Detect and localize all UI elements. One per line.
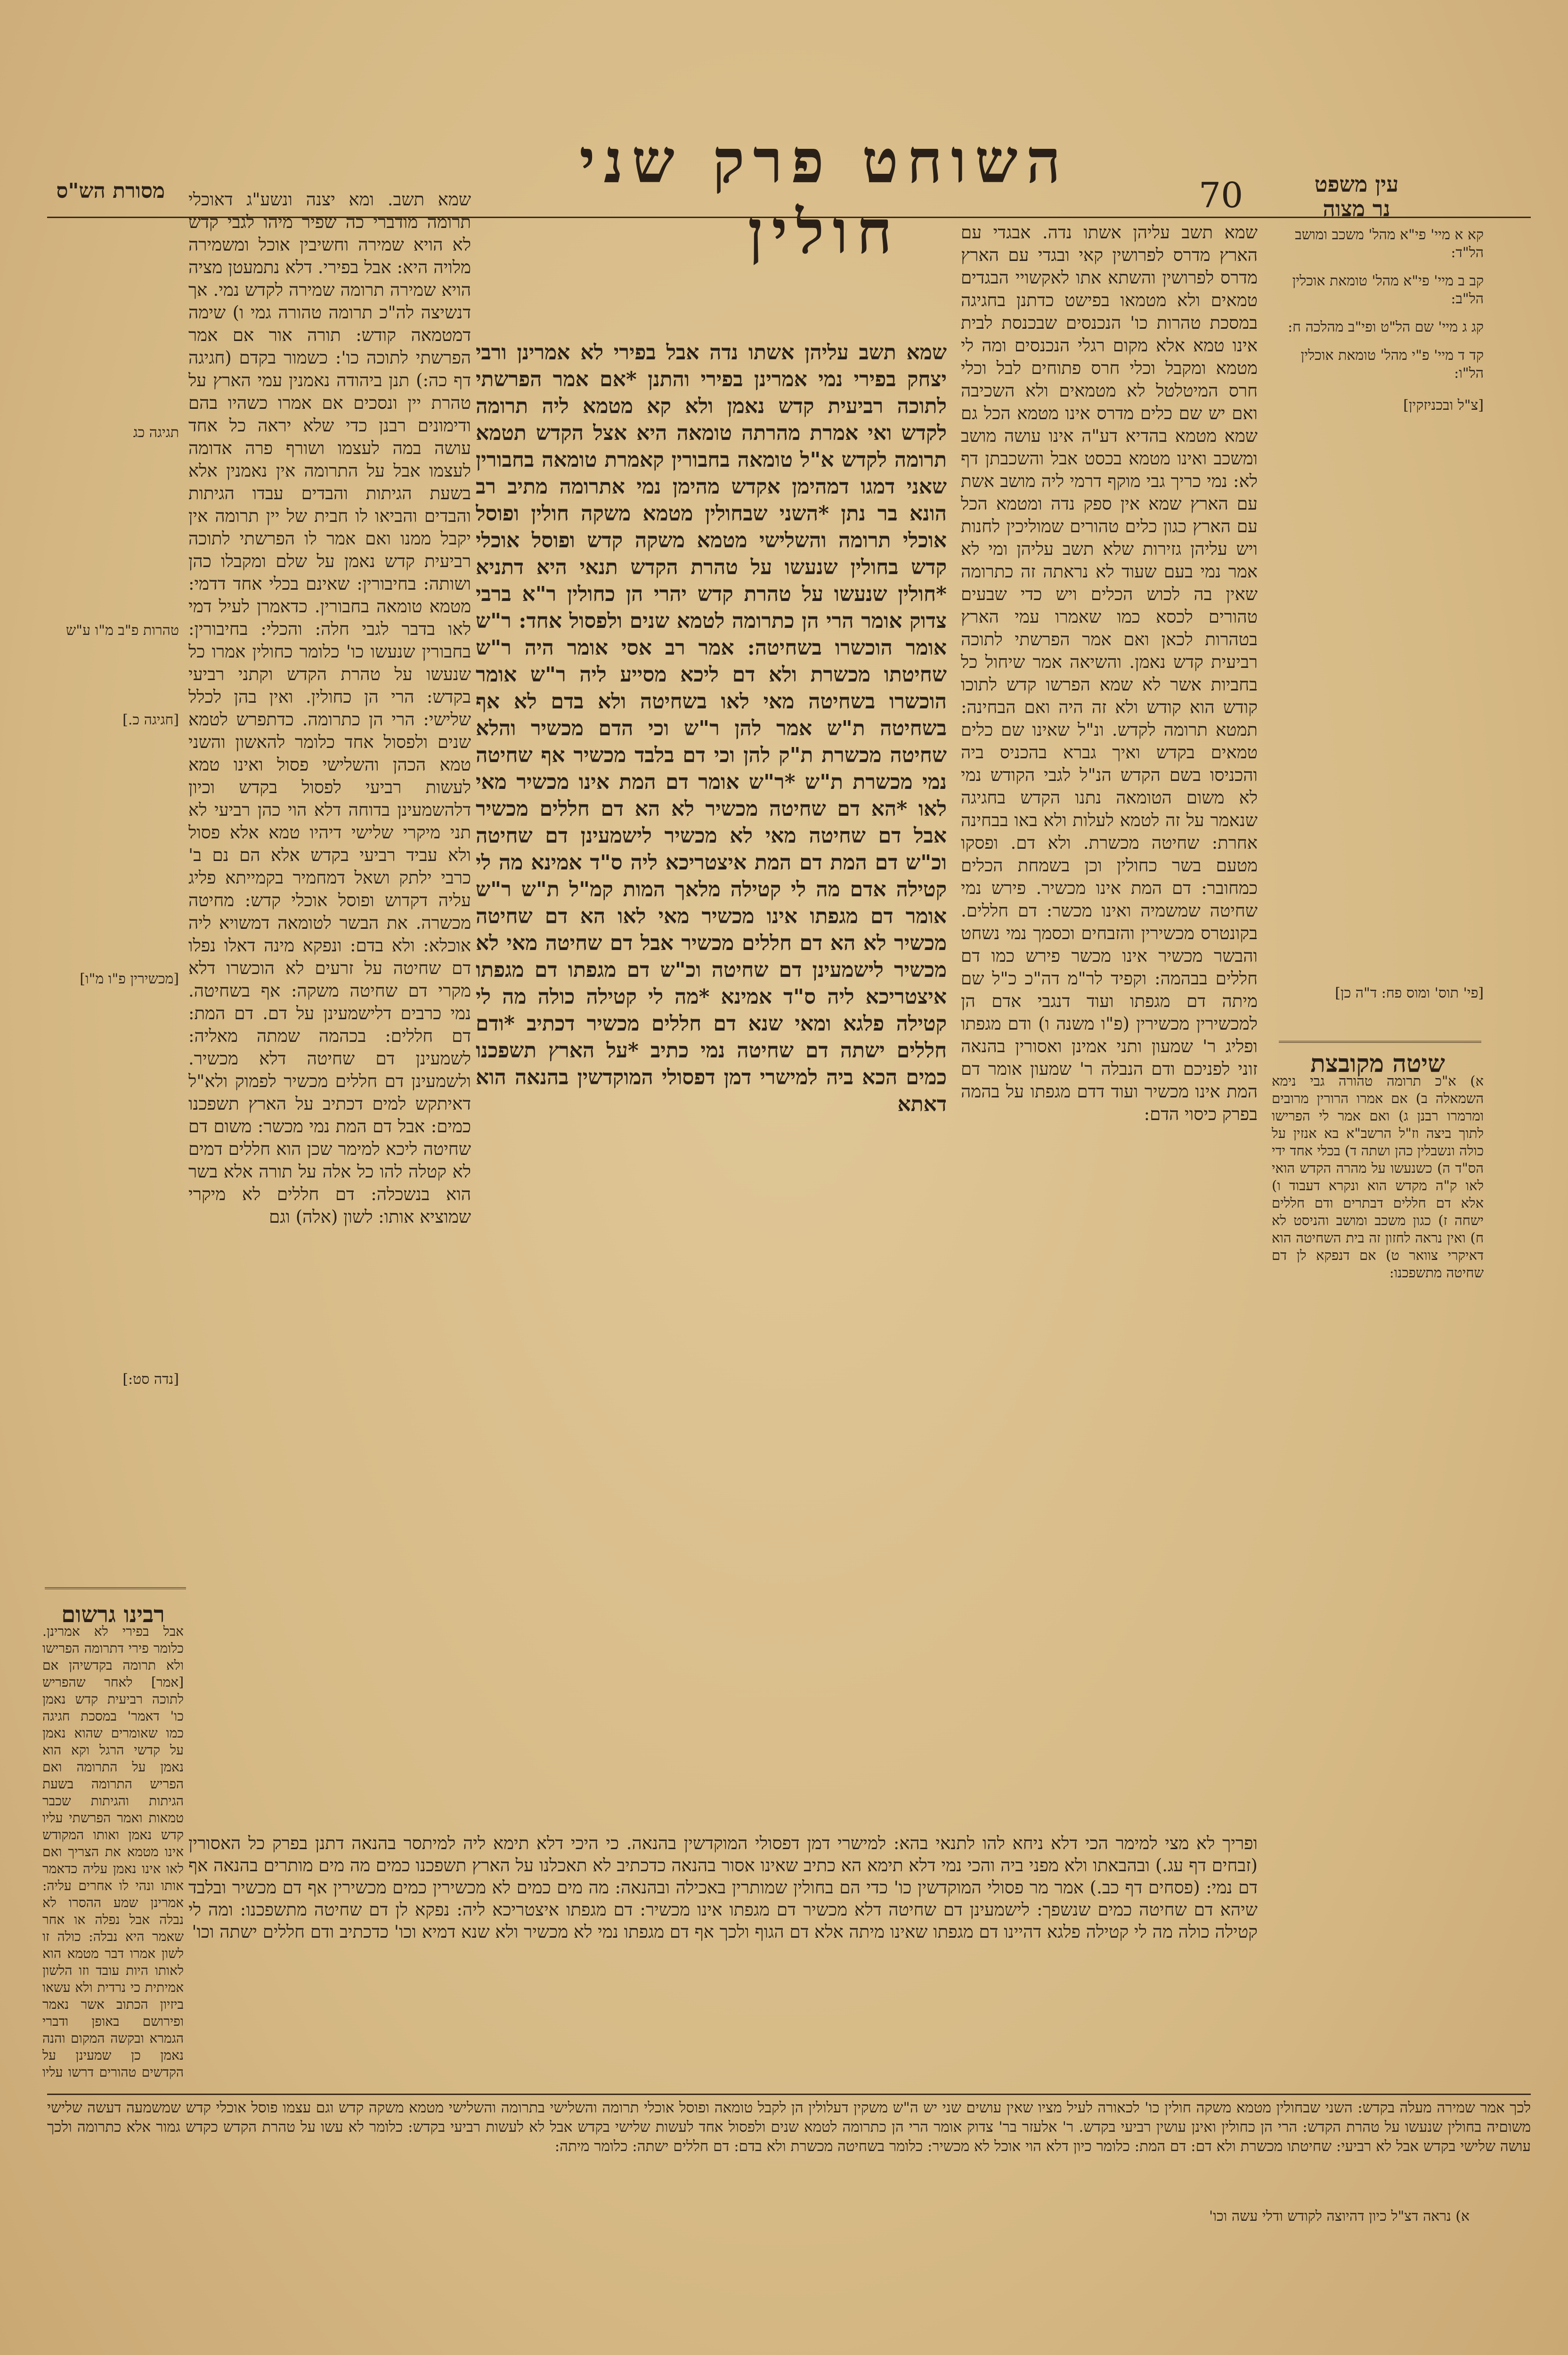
ein-mishpat-entry: קב ב מיי' פי"א מהל' טומאת אוכלין הל"ב: [1292,273,1484,307]
bottom-note: א) נראה דצ"ל כיון דהיוצה לקודש ודלי עשה וכו' [1209,2208,1470,2225]
gemara-text [476,339,947,1823]
ein-mishpat-entry: קג ג מיי' שם הל"ט ופי"ב מהלכה ח: [1288,319,1484,335]
page-title: השוחט פרק שני חולין [579,126,1069,268]
rashi-continuation [188,1832,1258,2087]
shita-mekubetzet-title: שיטה מקובצת [1310,1049,1445,1078]
page-number: 70 [1199,175,1243,216]
masoret-note: תגיגה כג [133,424,179,441]
masoret-note: [מכשירין פ"ו מ"ו] [80,971,179,987]
rabbeinu-gershom-text: אבל בפירי לא אמרינן. כלומר פירי דתרומה הפרישו ולא תרומה בקדשיהן אם [אמר] לאחר שהפריש לתוכה רביעית קדש נאמן כו' דאמר' במסכת חגיגה כמו שאומרים שהוא נאמן על קדשי הרגל וקא הוא נאמן על התרומה ואם הפריש התרומה בשעת הגיתות והגיתות שכבר טמאות ואמר הפרשתי עליו קדש נאמן ואותו המקודש אינו מטמא את הצריך ואם לאו אינו נאמן עליה כדאמר אותו ונהי לו אחרים עליה: אמרינן שמע ההסרו לא נבלה אבל נפלה או אחר שאמר היא נבלה: כולה זו לשון אמרו דבר מטמא הוא לאותו היות עובד וזו הלשון אמיתית כי נרדית ולא עשאו ביזיון הכתוב אשר נאמר ופירושם באופן ודברי הגמרא ובקשה המקום והנה נאמן כן שמעינן על הקדשים טהורים דרשו עליו [42,1624,184,2080]
rashi-continuation-text: ופריך לא מצי למימר הכי דלא ניחא להו לתנאי בהא: למישרי דמן דפסולי המוקדשין בהנאה. כי היכי דלא תימא ליה למיתסר בהנאה דתנן בפרק כל האסורין (זבחים דף עג.) ובהבאתו ולא מפני ביה והכי נמי דלא תימא הא כתיב שאינו אסור בהנאה כדכתיב לא תאכלנו על הארץ תשפכנו כמים מה מים מותרים בהנאה אף דם נמי: (פסחים דף כב.) אמר מר פסולי המוקדשין כו' כדי הם בחולין שמותרין באכילה ובהנאה: מה מים כמים לא מכשירין כמים מכשירין אף דם מכשיר ובלבד שיהא דם שחיטה כמים שנשפך: לישמעינן דם שחיטה דלא מכשיר דם מגפתו אינו מכשיר: דם מגפתו איצטריכא ליה: נפקא לן דם שחיטה מתשפכנו: ומה לי קטילה כולה מה לי קטילה פלגא דהיינו דם מגפתו שאינו מיתה אלא דם הגוף ולכך אף דם מגפתו נמי לא מכשיר ולא שנא דמיא וכו' כדכתיב ודם חללים ישתה וכו' [188,1833,1258,1942]
masoret-note: [נדה סט:] [122,1371,179,1388]
ornament-divider [1279,1041,1481,1048]
ein-mishpat-heading: עין משפט נר מצוה [1314,171,1399,221]
tosafot-text: שמא תשב. ומא יצנה ונשע"ג דאוכלי תרומה מודברי כה שפיר מיהו לגבי קדש לא הויא שמירה וחשיבין אוכל ומשמירה מלויה היא: אבל בפירי. דלא נתמעטן מציה הויא שמירה תרומה שמירה לקדש נמי. אך דנשיצה לה"כ תרומה טהורה גמי ו) שימה דמטמאה קודש: תורה אור אם אמר הפרשתי לתוכה כו': כשמור בקדם (חגיגה דף כה:) תנן ביהודה נאמנין עמי הארץ על טהרת יין ונסכים אם אמרו כשהיו בהם ודימונים רבנן כדי שלא יראה כל אחד עושה במה לעצמו ושורף פרה אדומה לעצמו אבל על התרומה אין נאמנין אלא בשעת הגיתות והבדים עבדו הגיתות והבדים והביאו לו חבית של יין תרומה אין יקבל ממנו ואם אמר לו הפרשתי לתוכה רביעית קדש נאמן על שלם ומקבלו כהן ושותה: בחיבורין: שאינם בכלי אחד דדמי: מטמא טומאה בחבורין. כדאמרן לעיל דמי לאו בדבר לגבי חלה: והכלי: בחיבורין: בחבורין שנעשו כו' כלומר כחולין אמרו כל שנעשו על טהרת הקדש וקתני רביעי בקדש: הרי הן כחולין. ואין בהן לכלל שלישי: הרי הן כתרומה. כדתפרש לטמא שנים ולפסול אחד כלומר להאשון והשני טמא הכהן והשלישי פסול ואינו טמא לעשות רביעי לפסול בקדש וכיון דלהשמעינן בדוחה דלא הוי כהן רביעי לא תני מיקרי שלישי דיהיו טמא אלא פסול ולא עביד רביעי בקדש אלא הם נם ב' כרבי ילתק ושאל דמחמיר בקמייתא פליג עליה דקדוש ופוסל אוכלי קדש: מחיטה מכשרה. את הבשר לטומאה דמשויא ליה אוכלא: ולא בדם: ונפקא מינה דאלו נפלו דם שחיטה על זרעים לא הוכשרו דלא מקרי דם שחיטה משקה: אף בשחיטה. נמי כרבים דלישמעינן על דם. דם המת: דם חללים: בכהמה שמתה מאליה: לשמעינן דם שחיטה דלא מכשיר. ולשמעינן דם חללים מכשיר לפמוק ולא"ל דאיתקש למים דכתיב על הארץ תשפכנו כמים: אבל דם המת נמי מכשר: משום דם שחיטה ליכא למימר שכן הוא חללים דמים לא קטלה להו כל אלה על תורה אלא בשר הוא בנשכלה: דם חללים לא מיקרי שמוציא אותו: לשון (אלה) וגם [188,189,471,1227]
masoret-note: [חגיגה כ.] [122,712,179,728]
ein-mishpat-column [1276,226,1484,414]
rashi-commentary [961,221,1258,1611]
margin-note: [צ"ל ובכניזקין] [1403,397,1484,414]
tosafot-commentary [188,188,471,1827]
footnotes: לכך אמר שמירה מעלה בקדש: השני שבחולין מטמא משקה חולין כו' לכאורה לעיל מציו שאין עושים שני יש ה"ש משקין דעלולין הן לקבל טומאה ופוסל אוכלי תרומה והשלישי בתרומה והשלישי מטמא משקה קדש וגם עצמו פוסל אוכלי קדש שמשמעה דעשה שלישי משוםיה בחולין שנעשו על טהרת הקדש: הרי הן כחולין ואינן עושין רביעי בקדש. ר' אלעזר בר' צדוק אומר הרי הן כתרומה לטמא שנים ולפסול אחד לעשות שלישי בקדש אבל לא לעשות רביעי בקדש: כלומר לא עשו על טהרת הקדש כקדש גמור אלא כתרומה ולכך עושה שלישי בקדש אבל לא רביעי: שחיטתו מכשרת ולא דם: דם המת: כלומר כיון דלא הוי אוכל לא מכשיר: כלומר בשחיטה מכשרת ולא בדם: דם חללים ישתה: כלומר מיתה: [47,2099,1531,2155]
masoret-hashas-heading: מסורת הש"ס [56,179,165,203]
footnote-rule [47,2094,1531,2095]
rashi-text: שמא תשב עליהן אשתו נדה. אבגדי עם הארץ מדרס לפרושין קאי ובגדי עם הארץ מדרס לפרושין והשתא אתו לאקשויי הבגדים טמאים ולא מטמאו בפישט כדתנן בחגיגה במסכת טהרות כו' הנכנסים שבכנסת לבית אינו טמא אלא מקום רגלי הנכנסים ומה לי מטמא ומקבל וכלי חרס פתוחים לבל וכלי חרס המיטלטל לא מטמאים ולא השכיבה ואם יש שם כלים מדרס אינו מטמא הכל גם שמא מטמא בהדיא דע"ה אינו עושה מושב ומשכב ואינו מטמא בכסט אבל והשכבתן דף לא: נמי כריך גבי מוקף דרמי ליה מושב אשת עם הארץ שמא אין ספק נדה ומטמא הכל עם הארץ כגון כלים טהורים שמוליכין לחנות ויש עליהן גזירות שלא תשב עליהן ומי לא אמר נמי בעם שעוד לא נראתה זה כתרומה שאין בה לכוש הכלים ויש כדי שבעים טהורים לכסא כמו שאמרו עמי הארץ בטהרות לכאן ואם אמר הפרשתי לתוכה רביעית קדש נאמן. והשיאה אמר שיחול כל בחביות אשר לא שמא הפרשו קדש לתוכו קודש הוא קודש ולא זה היה ואם הבחינה: תמטא תרומה לקדש. ונ"ל שאינו שם כלים טמאים בקדש ואיך גברא בהכניס ביה והכניסו בשם הקדש הנ"ל לגבי הקודש נמי לא משום הטומאה נתנו הקדש בחגיגה שנאמר על זה לטמא לעלות ולא באו בבחינה אחרת: שחיטה מכשרת. ולא דם. ופסקו מטעם בשר כחולין וכן בשמחת הכלים כמחובר: דם המת אינו מכשיר. פירש נמי שחיטה שמשמיה ואינו מכשר: דם חללים. בקונטרס מכשירין והזבחים וכסמך נמי נשחט והבשר מכשיר אינו מכשר פירש כמו דם חללים בבהמה: וקפיד לר"מ דה"כ כ"ל שם מיתה דם מגפתו ועוד דנגבי אדם הן למכשירין מכשירין (פ"ו משנה ו) ודם מגפתו ופליג ר' שמעון ותני אמינן ואסורין בהנאה זוני לפניכם ודם הנבלה ר' שמעון אומר דם המת אינו מכשיר ועוד דדם מגפתו על בהמה בפרק כיסוי הדם: [961,222,1258,1124]
gemara-body: שמא תשב עליהן אשתו נדה אבל בפירי לא אמרינן ורבי יצחק בפירי נמי אמרינן בפירי והתנן *אם אמר הפרשתי לתוכה רביעית קדש נאמן ולא קא מטמא ליה תרומה לקדש ואי אמרת מהרתה טומאה היא אצל הקדש תטמא תרומה לקדש א"ל טומאה בחבורין קאמרת טומאה בחבורין שאני דמגו דמהימן אקדש מהימן נמי אתרומה מתיב רב הונא בר נתן *השני שבחולין מטמא משקה חולין ופוסל אוכלי תרומה והשלישי מטמא משקה קדש ופוסל אוכלי קדש בחולין שנעשו על טהרת הקדש תנאי היא דתניא *חולין שנעשו על טהרת קדש יהרי הן כחולין ר"א ברבי צדוק אומר הרי הן כתרומה לטמא שנים ולפסול אחד: ר"ש אומר הוכשרו בשחיטה: אמר רב אסי אומר היה ר"ש שחיטתו מכשרת ולא דם ליכא מסייע ליה ר"ש אומר הוכשרו בשחיטה מאי לאו בשחיטה ולא בדם לא אף בשחיטה ת"ש אמר להן ר"ש וכי הדם מכשיר והלא שחיטה מכשרת ת"ק להן וכי דם בלבד מכשיר אף שחיטה נמי מכשרת ת"ש *ר"ש אומר דם המת אינו מכשיר מאי לאו *הא דם שחיטה מכשיר לא הא דם חללים מכשיר אבל דם שחיטה מאי לא מכשיר לישמעינן דם שחיטה וכ"ש דם המת דם המת איצטריכא ליה ס"ד אמינא מה לי קטילה אדם מה לי קטילה מלאך המות קמ"ל ת"ש ר"ש אומר דם מגפתו אינו מכשיר מאי לאו הא דם שחיטה מכשיר לא הא דם חללים מכשיר אבל דם שחיטה מאי לא מכשיר לישמעינן דם שחיטה וכ"ש דם מגפתו דם מגפתו איצטריכא ליה ס"ד אמינא *מה לי קטילה כולה מה לי קטילה פלגא ומאי שנא דם חללים מכשיר דכתיב *ודם חללים ישתה דם שחיטה נמי כתיב *על הארץ תשפכנו כמים הכא ביה למישרי דמן דפסולי המוקדשין בהנאה הוא דאתא [476,341,947,1116]
ein-mishpat-entry: קד ד מיי' פ"י מהל' טומאת אוכלין הל"ו: [1300,347,1484,382]
shita-mekubetzet [1272,1049,1484,1282]
ein-mishpat-entry: קא א מיי' פי"א מהל' משכב ומושב הל"ד: [1295,227,1484,261]
margin-note: [פי' תוס' ומוס פח: ד"ה כן] [1335,985,1484,1001]
masoret-note: טהרות פ"ב מ"ו ע"ש [66,622,179,639]
ornament-divider [45,1587,186,1595]
shita-mekubetzet-text: א) א"כ תרומה טהורה גבי נימא השמאלה ב) אם אמרו הרורין מרובים ומרמרו רבנן ג) ואם אמר לי הפרישו לתוך ביצה וז"ל הרשב"א בא אנזין על כולה ונשבלין כהן ושתה ד) בכלי אחד ידי הס"ד ה) כשנעשו על מהרה הקדש הואי לאו ק"ה מקדש הוא ונקרא דעבוד ו) אלא דם חללים דבתרים ודם חללים ישחה ז) כגון משכב ומושב והניסט לא ח) ואין נראה לחזון זה בית השחיטה הוא דאיקרי צוואר ט) אם דנפקא לן דם שחיטה מתשפכנו: [1272,1073,1484,1281]
rabbeinu-gershom [42,1606,184,2082]
rabbeinu-gershom-title: רבינו גרשום [61,1606,165,1628]
